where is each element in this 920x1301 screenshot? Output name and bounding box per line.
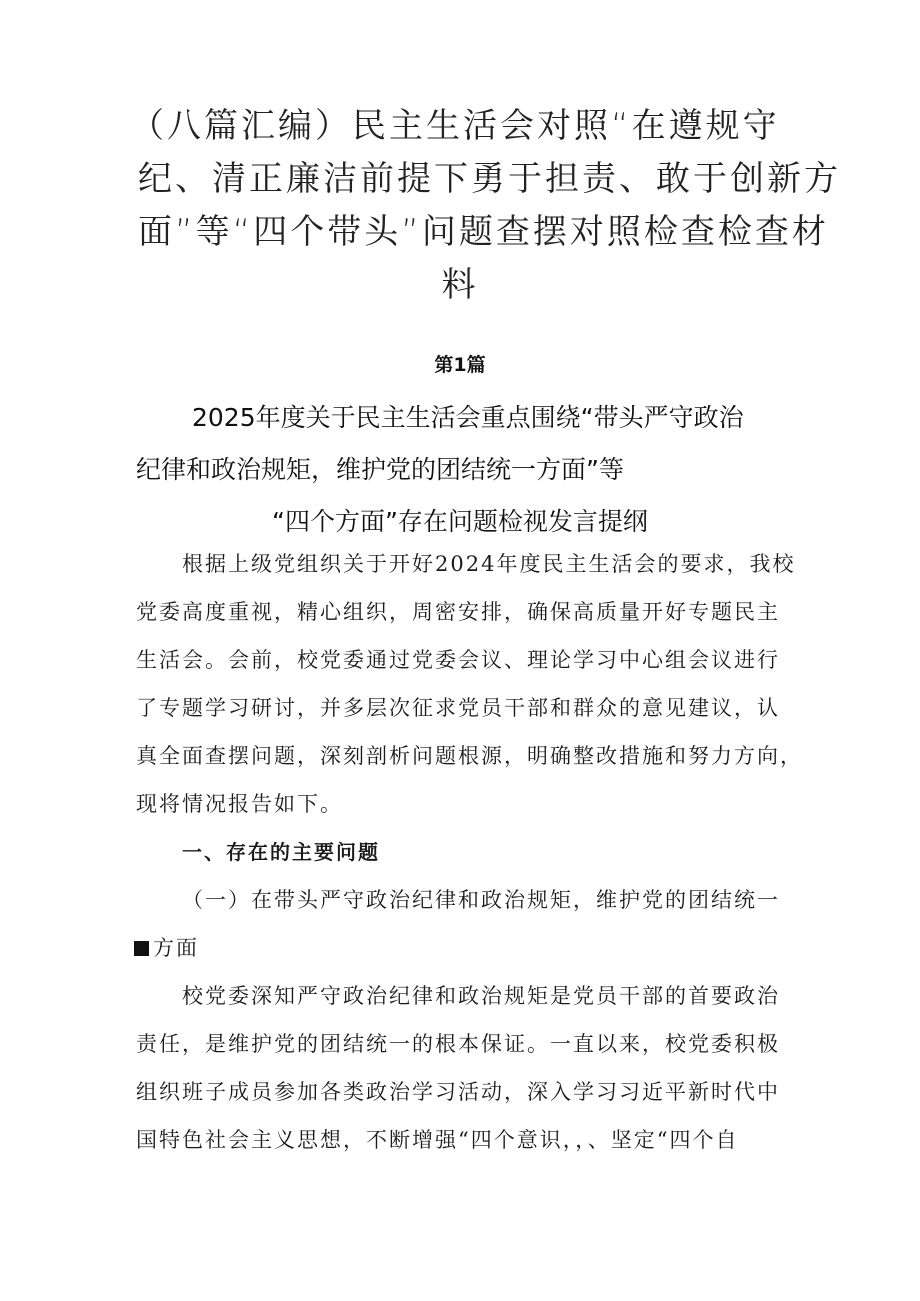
paragraph-line: 真全面查摆问题，深刻剖析问题根源，明确整改措施和努力方向， — [136, 744, 803, 768]
part-label: 第1篇 — [434, 354, 486, 376]
paragraph-line: 了专题学习研讨，并多层次征求党员干部和群众的意见建议，认 — [136, 696, 780, 720]
section-heading: 一、存在的主要问题 — [182, 840, 380, 864]
subtitle-line: 2025年度关于民主生活会重点围绕“带头严守政治 — [192, 403, 744, 432]
document-title — [120, 100, 841, 312]
subsection-heading-line-2 — [134, 924, 796, 972]
document-body — [136, 540, 803, 1164]
paragraph-line: 党委高度重视，精心组织，周密安排，确保高质量开好专题民主 — [136, 600, 780, 624]
title-line: 纪、清正廉洁前提下勇于担责、敢于创新方 — [138, 159, 841, 199]
paragraph-line: 生活会。会前，校党委通过党委会议、理论学习中心组会议进行 — [136, 648, 780, 672]
subsection-heading-tail: 方面 — [153, 936, 199, 960]
title-line: 料 — [441, 265, 479, 305]
article-subtitle — [130, 392, 810, 548]
subsection-heading-line: （一）在带头严守政治纪律和政治规矩，维护党的团结统一 — [182, 888, 780, 912]
paragraph-line: 现将情况报告如下。 — [136, 792, 343, 816]
paragraph-line: 校党委深知严守政治纪律和政治规矩是党员干部的首要政治 — [182, 984, 780, 1008]
paragraph-line: 组织班子成员参加各类政治学习活动，深入学习习近平新时代中 — [136, 1080, 780, 1104]
subtitle-line: 纪律和政治规矩，维护党的团结统一方面”等 — [136, 455, 624, 484]
black-square-icon — [134, 941, 149, 956]
title-line: 面”等“四个带头”问题查摆对照检查检查材 — [138, 212, 829, 252]
paragraph-line: 国特色社会主义思想，不断增强“四个意识，，、坚定“四个自 — [136, 1128, 739, 1152]
subtitle-line: “四个方面”存在问题检视发言提纲 — [272, 507, 648, 536]
paragraph-line: 责任，是维护党的团结统一的根本保证。一直以来，校党委积极 — [136, 1032, 780, 1056]
title-line: （八篇汇编）民主生活会对照“在遵规守 — [130, 106, 780, 146]
paragraph-line: 根据上级党组织关于开好2024年度民主生活会的要求，我校 — [182, 552, 796, 576]
